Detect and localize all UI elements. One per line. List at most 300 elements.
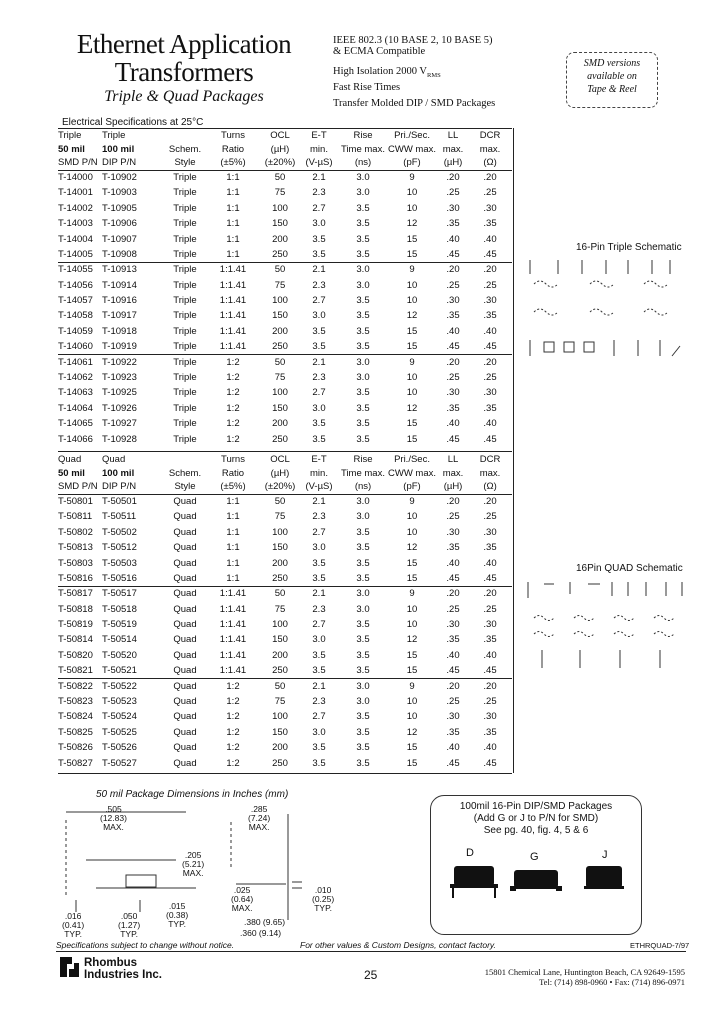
- quad-table-cell: Quad: [173, 511, 197, 523]
- quad-table-cell: T-50519: [102, 619, 137, 631]
- triple-table-cell: 3.5: [356, 248, 370, 260]
- triple-table-row: [58, 247, 510, 262]
- dim-285: .285 (7.24) MAX.: [248, 804, 271, 832]
- triple-table-row: [58, 308, 510, 323]
- quad-table-cell: 12: [406, 634, 418, 646]
- triple-table-cell: T-14005: [58, 248, 93, 260]
- triple-header-cell: (µH): [443, 157, 463, 169]
- triple-table-cell: T-14057: [58, 295, 93, 307]
- triple-header-row: [58, 143, 510, 157]
- quad-table-cell: T-50511: [102, 511, 137, 523]
- quad-table-cell: 1:1.41: [219, 649, 247, 661]
- quad-table-cell: 3.5: [312, 757, 326, 769]
- quad-table-cell: .45: [483, 572, 497, 584]
- quad-table-cell: Quad: [173, 526, 197, 538]
- quad-header-cell: Pri./Sec.: [394, 454, 430, 466]
- quad-header-cell: [164, 453, 206, 467]
- quad-table-cell: 100: [272, 619, 288, 631]
- triple-table-cell: .25: [446, 372, 460, 384]
- triple-table-cell: 100: [272, 387, 288, 399]
- triple-header-cell: Schem.: [168, 143, 202, 155]
- quad-table-cell: 250: [272, 572, 288, 584]
- quad-table-row: [58, 709, 510, 724]
- quad-table-cell: .30: [446, 619, 460, 631]
- rule-triple-group1: [58, 262, 512, 263]
- quad-table-row: [58, 571, 510, 586]
- quad-header-cell: Turns: [221, 454, 245, 466]
- quad-table-cell: .25: [483, 511, 497, 523]
- triple-table-cell: 3.5: [356, 433, 370, 445]
- quad-header-cell: (V-µS): [305, 481, 333, 493]
- quad-table-cell: 200: [272, 557, 288, 569]
- quad-table-cell: 100: [272, 711, 288, 723]
- triple-table-cell: T-10919: [102, 341, 137, 353]
- triple-table-cell: 1:2: [226, 356, 240, 368]
- package-label-j: J: [602, 849, 608, 861]
- triple-header-cell: 50 mil: [58, 143, 85, 155]
- triple-table-cell: 3.5: [312, 433, 326, 445]
- quad-header-cell: (±20%): [264, 481, 296, 493]
- quad-table-cell: T-50824: [58, 711, 93, 723]
- quad-table-cell: 9: [409, 680, 415, 692]
- triple-table-cell: 150: [272, 402, 288, 414]
- quad-table-cell: 1:1.41: [219, 665, 247, 677]
- triple-table-row: [58, 385, 510, 400]
- quad-table-cell: T-50802: [58, 526, 93, 538]
- rhombus-logo-icon: [58, 955, 80, 979]
- quad-table-cell: T-50820: [58, 649, 93, 661]
- triple-table-cell: 1:2: [226, 372, 240, 384]
- quad-table-cell: T-50522: [102, 680, 137, 692]
- triple-table-cell: T-10907: [102, 233, 137, 245]
- triple-table-cell: Triple: [173, 310, 197, 322]
- triple-table-cell: Triple: [173, 233, 197, 245]
- triple-table-cell: T-10902: [102, 171, 137, 183]
- quad-table-cell: 3.5: [356, 757, 370, 769]
- triple-header-row: [58, 156, 510, 170]
- quad-table-cell: T-50818: [58, 603, 93, 615]
- triple-header-cell: Time max.: [341, 143, 385, 155]
- feature-ieee: IEEE 802.3 (10 BASE 2, 10 BASE 5): [333, 35, 493, 46]
- quad-table-cell: 3.0: [356, 511, 370, 523]
- quad-table-cell: T-50811: [58, 511, 93, 523]
- triple-table-cell: 3.5: [356, 341, 370, 353]
- quad-table-cell: 1:1.41: [219, 588, 247, 600]
- quad-table-cell: .30: [483, 526, 497, 538]
- triple-header-cell: 100 mil: [102, 143, 135, 155]
- triple-table-cell: 3.5: [356, 295, 370, 307]
- triple-table-cell: Triple: [173, 218, 197, 230]
- triple-table-cell: 3.5: [312, 341, 326, 353]
- triple-header-cell: Triple: [102, 130, 126, 142]
- quad-table-cell: 2.1: [312, 680, 326, 692]
- page-number: 25: [364, 968, 378, 982]
- quad-table-cell: 3.5: [312, 572, 326, 584]
- triple-table-cell: Triple: [173, 387, 197, 399]
- quad-table-cell: 3.5: [356, 557, 370, 569]
- quad-header-row: [58, 467, 510, 481]
- triple-table-cell: T-14060: [58, 341, 93, 353]
- triple-table-cell: T-10916: [102, 295, 137, 307]
- quad-table-row: [58, 648, 510, 663]
- quad-header-cell: SMD P/N: [58, 481, 98, 493]
- quad-header-cell: (µH): [270, 467, 290, 479]
- quad-table-cell: 10: [406, 619, 418, 631]
- triple-table-cell: 10: [406, 372, 418, 384]
- triple-table-row: [58, 431, 510, 446]
- triple-table-cell: 150: [272, 218, 288, 230]
- quad-table-row: [58, 509, 510, 524]
- quad-table-cell: .40: [446, 557, 460, 569]
- triple-header-cell: OCL: [270, 130, 290, 142]
- quad-table-cell: T-50526: [102, 742, 137, 754]
- triple-table-cell: 10: [406, 202, 418, 214]
- quad-table-cell: Quad: [173, 634, 197, 646]
- quad-table-cell: 2.1: [312, 495, 326, 507]
- quad-header-cell: min.: [310, 467, 328, 479]
- triple-table-cell: .40: [446, 233, 460, 245]
- triple-header-cell: (±5%): [220, 157, 246, 169]
- quad-table-cell: T-50523: [102, 696, 137, 708]
- triple-table-cell: 3.5: [312, 418, 326, 430]
- triple-table-cell: 9: [409, 171, 415, 183]
- quad-table-cell: 15: [406, 757, 418, 769]
- triple-table-cell: .30: [483, 295, 497, 307]
- quad-table-cell: .45: [483, 757, 497, 769]
- quad-table-cell: Quad: [173, 557, 197, 569]
- triple-table-cell: 3.0: [312, 218, 326, 230]
- quad-table-cell: 100: [272, 526, 288, 538]
- quad-table-cell: 1:1: [226, 557, 240, 569]
- triple-table-cell: 2.7: [312, 295, 326, 307]
- dim-025: .025 (0.64) MAX.: [231, 885, 254, 913]
- triple-table-cell: T-14066: [58, 433, 93, 445]
- quad-table-cell: .20: [446, 495, 460, 507]
- triple-table-cell: T-10922: [102, 356, 137, 368]
- triple-table-cell: 50: [274, 171, 286, 183]
- custom-design-note: For other values & Custom Designs, contact factory.: [300, 940, 496, 950]
- quad-schematic-diagram: [520, 578, 690, 678]
- quad-header-cell: OCL: [270, 454, 290, 466]
- quad-table-cell: Quad: [173, 588, 197, 600]
- triple-table-cell: 250: [272, 341, 288, 353]
- quad-table-cell: T-50821: [58, 665, 93, 677]
- triple-table-cell: Triple: [173, 295, 197, 307]
- quad-table-cell: Quad: [173, 619, 197, 631]
- triple-table-cell: T-10926: [102, 402, 137, 414]
- quad-table-cell: 1:2: [226, 696, 240, 708]
- triple-table-cell: 50: [274, 264, 286, 276]
- quad-table-cell: .20: [483, 588, 497, 600]
- quad-table-cell: 3.5: [356, 634, 370, 646]
- quad-table-cell: .40: [446, 742, 460, 754]
- electrical-spec-title: Electrical Specifications at 25°C: [62, 117, 204, 128]
- quad-table-cell: 1:2: [226, 726, 240, 738]
- triple-table-cell: .30: [446, 202, 460, 214]
- quad-table-cell: 2.7: [312, 619, 326, 631]
- triple-header-cell: Style: [174, 157, 196, 169]
- quad-table-cell: 3.0: [312, 726, 326, 738]
- quad-table-cell: .35: [483, 542, 497, 554]
- triple-table-cell: Triple: [173, 187, 197, 199]
- spec-change-note: Specifications subject to change without notice.: [56, 940, 235, 950]
- triple-table-cell: Triple: [173, 279, 197, 291]
- triple-table-cell: 12: [406, 218, 418, 230]
- dim-205: .205 (5.21) MAX.: [182, 850, 205, 878]
- quad-table-cell: .45: [483, 665, 497, 677]
- triple-table-cell: 12: [406, 310, 418, 322]
- quad-header-cell: max.: [479, 467, 501, 479]
- triple-table-cell: 100: [272, 295, 288, 307]
- triple-table-cell: 15: [406, 233, 418, 245]
- triple-table-cell: T-14000: [58, 171, 93, 183]
- quad-table-cell: .25: [483, 696, 497, 708]
- triple-table-cell: 250: [272, 433, 288, 445]
- triple-table-cell: 3.5: [312, 325, 326, 337]
- triple-table-cell: 10: [406, 187, 418, 199]
- quad-table-row: [58, 617, 510, 632]
- quad-header-cell: (±5%): [220, 481, 246, 493]
- rule-quad-group1: [58, 586, 512, 587]
- triple-table-row: [58, 278, 510, 293]
- triple-table-cell: .25: [446, 279, 460, 291]
- quad-table-cell: 50: [274, 495, 286, 507]
- quad-table-cell: .30: [446, 526, 460, 538]
- quad-header-cell: (pF): [403, 481, 421, 493]
- quad-table-cell: T-50514: [102, 634, 137, 646]
- quad-table-cell: 3.5: [356, 542, 370, 554]
- quad-header-cell: Quad: [58, 454, 82, 466]
- triple-table-cell: .35: [483, 402, 497, 414]
- smd-note-box: SMD versions available on Tape & Reel: [566, 52, 658, 108]
- triple-table-row: [58, 401, 510, 416]
- quad-table-cell: Quad: [173, 649, 197, 661]
- rule-triple-group2: [58, 354, 512, 355]
- triple-table-cell: 75: [274, 372, 286, 384]
- quad-table-cell: T-50803: [58, 557, 93, 569]
- triple-table-row: [58, 339, 510, 354]
- quad-table-cell: 3.0: [312, 542, 326, 554]
- triple-table-cell: 9: [409, 356, 415, 368]
- triple-table-cell: 15: [406, 433, 418, 445]
- triple-table-cell: Triple: [173, 264, 197, 276]
- quad-table-cell: 1:1.41: [219, 603, 247, 615]
- triple-table-cell: T-14058: [58, 310, 93, 322]
- triple-table-cell: Triple: [173, 171, 197, 183]
- triple-table-cell: .20: [483, 356, 497, 368]
- triple-table-cell: T-14061: [58, 356, 93, 368]
- page-subtitle: Triple & Quad Packages: [104, 88, 264, 105]
- quad-table-cell: 3.5: [312, 557, 326, 569]
- quad-table-cell: T-50816: [58, 572, 93, 584]
- quad-table-row: [58, 694, 510, 709]
- triple-table-cell: 3.0: [356, 171, 370, 183]
- triple-header-cell: DCR: [479, 130, 501, 142]
- triple-table-cell: 200: [272, 233, 288, 245]
- quad-table-cell: 3.5: [312, 649, 326, 661]
- quad-table-cell: Quad: [173, 542, 197, 554]
- triple-table-cell: 2.1: [312, 356, 326, 368]
- quad-table-cell: 10: [406, 526, 418, 538]
- quad-header-cell: 50 mil: [58, 467, 85, 479]
- quad-table-cell: .25: [446, 511, 460, 523]
- triple-table-cell: 3.0: [356, 279, 370, 291]
- package-label-g: G: [530, 851, 539, 863]
- quad-table-cell: Quad: [173, 726, 197, 738]
- quad-table-cell: T-50525: [102, 726, 137, 738]
- quad-table-cell: 3.0: [356, 495, 370, 507]
- triple-table-cell: 3.5: [356, 418, 370, 430]
- quad-table-cell: 15: [406, 572, 418, 584]
- triple-table-cell: 1:1.41: [219, 264, 247, 276]
- triple-table-cell: 2.1: [312, 171, 326, 183]
- triple-table-cell: .40: [483, 233, 497, 245]
- quad-table-cell: Quad: [173, 572, 197, 584]
- quad-table-cell: T-50518: [102, 603, 137, 615]
- company-address: 15801 Chemical Lane, Huntington Beach, CA 92649-1595 Tel: (714) 898-0960 • Fax: (714) 896-0971: [484, 967, 685, 987]
- triple-table-cell: T-10903: [102, 187, 137, 199]
- triple-table-cell: .30: [483, 202, 497, 214]
- quad-table-cell: 1:2: [226, 757, 240, 769]
- quad-table-cell: 10: [406, 696, 418, 708]
- triple-table-cell: Triple: [173, 341, 197, 353]
- quad-table-cell: 1:1.41: [219, 634, 247, 646]
- quad-table-cell: 50: [274, 680, 286, 692]
- quad-table-cell: .40: [483, 649, 497, 661]
- rule-quad-end: [58, 773, 512, 774]
- triple-table-row: [58, 262, 510, 277]
- triple-table-cell: .25: [446, 187, 460, 199]
- footer-rule: [56, 951, 686, 952]
- triple-table-cell: T-14001: [58, 187, 93, 199]
- triple-header-cell: (Ω): [483, 157, 497, 169]
- triple-table-cell: .25: [483, 279, 497, 291]
- triple-header-cell: Ratio: [221, 143, 245, 155]
- triple-table-cell: 3.5: [356, 310, 370, 322]
- quad-table-cell: Quad: [173, 757, 197, 769]
- triple-header-cell: Triple: [58, 130, 82, 142]
- quad-table-cell: 75: [274, 603, 286, 615]
- dim-016: .016 (0.41) TYP.: [62, 911, 85, 939]
- triple-table-cell: T-10905: [102, 202, 137, 214]
- table-right-border: [513, 128, 514, 773]
- triple-header-cell: max.: [479, 143, 501, 155]
- quad-header-cell: Schem.: [168, 467, 202, 479]
- quad-header-cell: (ns): [354, 481, 372, 493]
- triple-table-cell: T-14059: [58, 325, 93, 337]
- mechanical-title: 50 mil Package Dimensions in Inches (mm): [96, 789, 289, 800]
- quad-table-cell: 150: [272, 634, 288, 646]
- package-images: [446, 860, 636, 920]
- triple-header-cell: Pri./Sec.: [394, 130, 430, 142]
- quad-table-row: [58, 678, 510, 693]
- triple-table-cell: 150: [272, 310, 288, 322]
- dim-505: .505 (12.83) MAX.: [100, 804, 127, 832]
- packages-text: 100mil 16-Pin DIP/SMD Packages (Add G or J to P/N for SMD) See pg. 40, fig. 4, 5 & 6: [459, 801, 613, 836]
- quad-table-cell: T-50524: [102, 711, 137, 723]
- triple-table-cell: .20: [483, 264, 497, 276]
- quad-table-cell: .45: [446, 665, 460, 677]
- quad-table-cell: 1:2: [226, 742, 240, 754]
- quad-table-row: [58, 740, 510, 755]
- triple-table-cell: T-10928: [102, 433, 137, 445]
- doc-code: ETHRQUAD-7/97: [630, 941, 690, 950]
- quad-header-cell: DIP P/N: [102, 481, 137, 493]
- quad-table-cell: .30: [483, 711, 497, 723]
- quad-table-cell: .20: [483, 495, 497, 507]
- triple-table-cell: .45: [446, 248, 460, 260]
- quad-table-cell: Quad: [173, 696, 197, 708]
- triple-table-cell: 1:2: [226, 418, 240, 430]
- quad-table-row: [58, 494, 510, 509]
- quad-table-cell: 3.5: [356, 649, 370, 661]
- quad-header-cell: Ratio: [221, 467, 245, 479]
- quad-table-cell: 3.5: [356, 711, 370, 723]
- quad-table-cell: 75: [274, 511, 286, 523]
- quad-table-cell: .40: [446, 649, 460, 661]
- quad-table-cell: T-50516: [102, 572, 137, 584]
- quad-table-cell: 150: [272, 542, 288, 554]
- triple-table-cell: 100: [272, 202, 288, 214]
- company-name: Rhombus Industries Inc.: [84, 957, 162, 981]
- quad-table-cell: .25: [446, 603, 460, 615]
- triple-table-cell: T-10927: [102, 418, 137, 430]
- quad-table-cell: 3.5: [312, 665, 326, 677]
- triple-table-cell: .20: [446, 356, 460, 368]
- quad-header-cell: Style: [174, 481, 196, 493]
- quad-table-cell: 3.5: [356, 572, 370, 584]
- quad-schematic-title: 16Pin QUAD Schematic: [576, 563, 683, 574]
- triple-table-row: [58, 185, 510, 200]
- quad-table-cell: .25: [483, 603, 497, 615]
- quad-header-cell: LL: [447, 454, 459, 466]
- triple-table-cell: .45: [483, 341, 497, 353]
- quad-table-cell: .35: [483, 726, 497, 738]
- triple-table-cell: 1:2: [226, 402, 240, 414]
- triple-table-cell: .40: [483, 418, 497, 430]
- triple-header-cell: (pF): [403, 157, 421, 169]
- quad-header-cell: DCR: [479, 454, 501, 466]
- quad-header-cell: (µH): [443, 481, 463, 493]
- triple-table-row: [58, 324, 510, 339]
- triple-header-cell: max.: [442, 143, 464, 155]
- triple-table-cell: 1:1.41: [219, 279, 247, 291]
- quad-table-cell: .45: [446, 757, 460, 769]
- dim-015: .015 (0.38) TYP.: [166, 901, 189, 929]
- triple-table-cell: T-10908: [102, 248, 137, 260]
- triple-table-cell: 3.5: [312, 248, 326, 260]
- triple-table-cell: .40: [483, 325, 497, 337]
- triple-table-cell: Triple: [173, 356, 197, 368]
- quad-table-cell: 2.3: [312, 603, 326, 615]
- quad-table-cell: T-50819: [58, 619, 93, 631]
- page-title: Ethernet Application Transformers: [76, 29, 292, 87]
- quad-table-cell: 2.3: [312, 511, 326, 523]
- triple-table-cell: 3.0: [356, 264, 370, 276]
- triple-table-cell: 15: [406, 248, 418, 260]
- triple-table-cell: T-14003: [58, 218, 93, 230]
- quad-table-cell: 3.5: [356, 726, 370, 738]
- quad-table-cell: T-50520: [102, 649, 137, 661]
- quad-table-cell: .45: [446, 572, 460, 584]
- quad-table-cell: 1:2: [226, 711, 240, 723]
- triple-table-cell: 2.1: [312, 264, 326, 276]
- quad-table-cell: .20: [483, 680, 497, 692]
- dim-050: .050 (1.27) TYP.: [118, 911, 141, 939]
- triple-table-row: [58, 216, 510, 231]
- quad-header-cell: max.: [442, 467, 464, 479]
- quad-table-cell: 50: [274, 588, 286, 600]
